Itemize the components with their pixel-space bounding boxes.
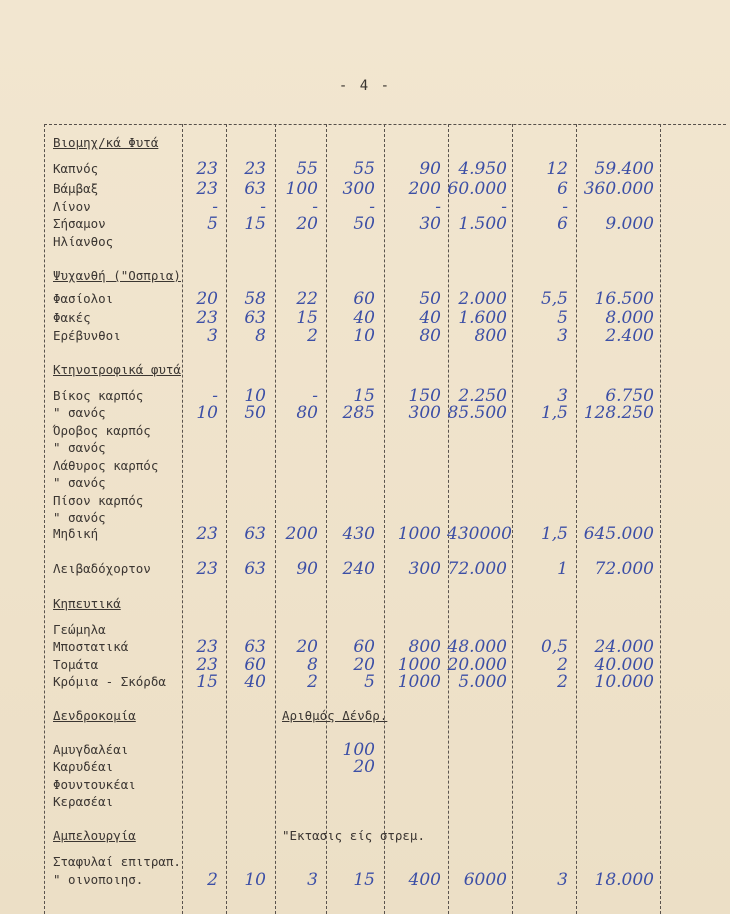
value-cell: 430 [342, 524, 375, 544]
table-row [0, 637, 730, 657]
table-row [0, 473, 730, 493]
value-cell: 23 [196, 559, 218, 579]
table-row [0, 214, 730, 234]
value-cell: 40 [244, 672, 266, 692]
value-cell: 8.000 [605, 308, 654, 328]
table-row [0, 308, 730, 328]
value-cell: 23 [196, 637, 218, 657]
value-cell: 59.400 [594, 159, 654, 179]
value-cell: 22 [296, 289, 318, 309]
value-cell: 5.000 [458, 672, 507, 692]
value-cell: 20 [353, 655, 375, 675]
value-cell: 23 [196, 179, 218, 199]
table-row [0, 232, 730, 252]
section-heading: Αμπελουργία [53, 828, 136, 843]
row-label: Πίσον καρπός [53, 493, 144, 508]
value-cell: 1.600 [458, 308, 507, 328]
row-label: Γεώμηλα [53, 622, 106, 637]
value-cell: 3 [557, 870, 568, 890]
value-cell: 23 [244, 159, 266, 179]
value-cell: 12 [546, 159, 568, 179]
value-cell: 63 [244, 524, 266, 544]
value-cell: 360.000 [583, 179, 654, 199]
value-cell: 10.000 [594, 672, 654, 692]
table-row [0, 360, 730, 380]
row-label: Λειβαδόχορτον [53, 561, 151, 576]
row-label: Λάθυρος καρπός [53, 458, 159, 473]
value-cell: 5,5 [540, 289, 568, 309]
row-label: Φασίολοι [53, 291, 114, 306]
value-cell: 300 [408, 403, 441, 423]
value-cell: 400 [408, 870, 441, 890]
value-cell: 2 [557, 655, 568, 675]
row-label: " σανός [53, 475, 106, 490]
row-label: " σανός [53, 510, 106, 525]
value-cell: 60 [244, 655, 266, 675]
value-cell: 300 [342, 179, 375, 199]
value-cell: 24.000 [594, 637, 654, 657]
value-cell: 55 [296, 159, 318, 179]
section-heading: Ψυχανθή ("Οσπρια) [53, 268, 181, 283]
value-cell: 20 [196, 289, 218, 309]
section-heading: Δενδροκομία [53, 708, 136, 723]
value-cell: 2 [307, 672, 318, 692]
value-cell: 2.250 [458, 386, 507, 406]
value-cell: 18.000 [594, 870, 654, 890]
table-row [0, 672, 730, 692]
row-label: Ηλίανθος [53, 234, 114, 249]
value-cell: 6 [557, 179, 568, 199]
value-cell: 5 [364, 672, 375, 692]
row-label: Καρυδέαι [53, 759, 114, 774]
value-cell: - [312, 386, 318, 406]
row-label: " οινοποιησ. [53, 872, 144, 887]
value-cell: 23 [196, 159, 218, 179]
value-cell: 800 [408, 637, 441, 657]
row-label: Σταφυλαί επιτραπ. [53, 854, 181, 869]
value-cell: 80 [419, 326, 441, 346]
value-cell: 90 [419, 159, 441, 179]
table-row [0, 266, 730, 286]
value-cell: 5 [557, 308, 568, 328]
value-cell: 30 [419, 214, 441, 234]
value-cell: 1000 [397, 524, 441, 544]
table-row [0, 757, 730, 777]
row-label: Μηδική [53, 526, 99, 541]
section-heading: Κηπευτικά [53, 596, 121, 611]
value-cell: 63 [244, 308, 266, 328]
row-label: " σανός [53, 405, 106, 420]
value-cell: - [501, 197, 507, 217]
value-cell: 1.500 [458, 214, 507, 234]
value-cell: 20 [296, 214, 318, 234]
value-cell: 800 [474, 326, 507, 346]
value-cell: 63 [244, 559, 266, 579]
row-label: Μποστατικά [53, 639, 129, 654]
value-cell: 20 [353, 757, 375, 777]
value-cell: - [212, 197, 218, 217]
value-cell: 10 [353, 326, 375, 346]
value-cell: 72.000 [447, 559, 507, 579]
value-cell: 1,5 [540, 403, 568, 423]
table-row [0, 438, 730, 458]
value-cell: 23 [196, 655, 218, 675]
value-cell: 2.000 [458, 289, 507, 309]
value-cell: 6.750 [605, 386, 654, 406]
value-cell: 2 [207, 870, 218, 890]
value-cell: 6000 [463, 870, 507, 890]
row-label: Φακές [53, 310, 91, 325]
section-heading: Βιομηχ/κά Φυτά [53, 135, 159, 150]
value-cell: 100 [342, 740, 375, 760]
value-cell: - [312, 197, 318, 217]
value-cell: 3 [307, 870, 318, 890]
value-cell: 2 [307, 326, 318, 346]
value-cell: - [369, 197, 375, 217]
value-cell: 60 [353, 289, 375, 309]
value-cell: 10 [244, 870, 266, 890]
value-cell: 3 [207, 326, 218, 346]
value-cell: 63 [244, 637, 266, 657]
row-label: Τομάτα [53, 657, 99, 672]
row-label: Όροβος καρπός [53, 423, 151, 438]
table-row [0, 870, 730, 890]
section-heading: Κτηνοτροφικά φυτά [53, 362, 181, 377]
value-cell: 60 [353, 637, 375, 657]
value-cell: 15 [353, 386, 375, 406]
value-cell: 85.500 [447, 403, 507, 423]
table-row [0, 792, 730, 812]
row-label: Αμυγδαλέαι [53, 742, 129, 757]
column-note: "Εκτασις είς στρεμ. [282, 828, 425, 843]
row-label: Ερέβυνθοι [53, 328, 121, 343]
table-row [0, 559, 730, 579]
table-row [0, 524, 730, 544]
page-number: - 4 - [338, 78, 392, 94]
value-cell: 1000 [397, 672, 441, 692]
row-label: Φουντουκέαι [53, 777, 136, 792]
value-cell: 100 [285, 179, 318, 199]
value-cell: - [562, 197, 568, 217]
value-cell: 40 [353, 308, 375, 328]
value-cell: 8 [255, 326, 266, 346]
value-cell: 23 [196, 524, 218, 544]
value-cell: 60.000 [447, 179, 507, 199]
table-row [0, 179, 730, 199]
value-cell: 15 [196, 672, 218, 692]
value-cell: 5 [207, 214, 218, 234]
row-label: Βίκος καρπός [53, 388, 144, 403]
value-cell: 8 [307, 655, 318, 675]
row-label: Βάμβαξ [53, 181, 99, 196]
table-row [0, 159, 730, 179]
value-cell: 2 [557, 672, 568, 692]
value-cell: 15 [353, 870, 375, 890]
row-label: Κρόμια - Σκόρδα [53, 674, 166, 689]
value-cell: 1000 [397, 655, 441, 675]
row-label: Κερασέαι [53, 794, 114, 809]
row-label: Σήσαμον [53, 216, 106, 231]
value-cell: 645.000 [583, 524, 654, 544]
value-cell: 1 [557, 559, 568, 579]
value-cell: 15 [244, 214, 266, 234]
value-cell: 2.400 [605, 326, 654, 346]
value-cell: 10 [196, 403, 218, 423]
table-row [0, 289, 730, 309]
value-cell: 4.950 [458, 159, 507, 179]
value-cell: 6 [557, 214, 568, 234]
value-cell: 128.250 [583, 403, 654, 423]
table-row [0, 594, 730, 614]
value-cell: 50 [353, 214, 375, 234]
value-cell: - [435, 197, 441, 217]
value-cell: 80 [296, 403, 318, 423]
table-row [0, 852, 730, 872]
row-label: Καπνός [53, 161, 99, 176]
value-cell: 58 [244, 289, 266, 309]
value-cell: 3 [557, 386, 568, 406]
value-cell: 20.000 [447, 655, 507, 675]
value-cell: 430000 [447, 524, 512, 544]
table-row [0, 133, 730, 153]
value-cell: 55 [353, 159, 375, 179]
value-cell: 16.500 [594, 289, 654, 309]
value-cell: 63 [244, 179, 266, 199]
value-cell: 200 [408, 179, 441, 199]
value-cell: 200 [285, 524, 318, 544]
value-cell: 20 [296, 637, 318, 657]
column-note: Αριθμός Δένδρ. [282, 708, 388, 723]
value-cell: 150 [408, 386, 441, 406]
value-cell: 90 [296, 559, 318, 579]
row-label: " σανός [53, 440, 106, 455]
value-cell: 285 [342, 403, 375, 423]
value-cell: 72.000 [594, 559, 654, 579]
table-row [0, 403, 730, 423]
value-cell: 48.000 [447, 637, 507, 657]
value-cell: 240 [342, 559, 375, 579]
value-cell: 40 [419, 308, 441, 328]
value-cell: 40.000 [594, 655, 654, 675]
table-top-rule [44, 124, 726, 125]
value-cell: 1,5 [540, 524, 568, 544]
value-cell: - [212, 386, 218, 406]
value-cell: 10 [244, 386, 266, 406]
value-cell: - [260, 197, 266, 217]
value-cell: 50 [419, 289, 441, 309]
row-label: Λίνον [53, 199, 91, 214]
value-cell: 15 [296, 308, 318, 328]
value-cell: 23 [196, 308, 218, 328]
value-cell: 300 [408, 559, 441, 579]
value-cell: 50 [244, 403, 266, 423]
value-cell: 3 [557, 326, 568, 346]
table-row [0, 326, 730, 346]
value-cell: 0,5 [540, 637, 568, 657]
value-cell: 9.000 [605, 214, 654, 234]
